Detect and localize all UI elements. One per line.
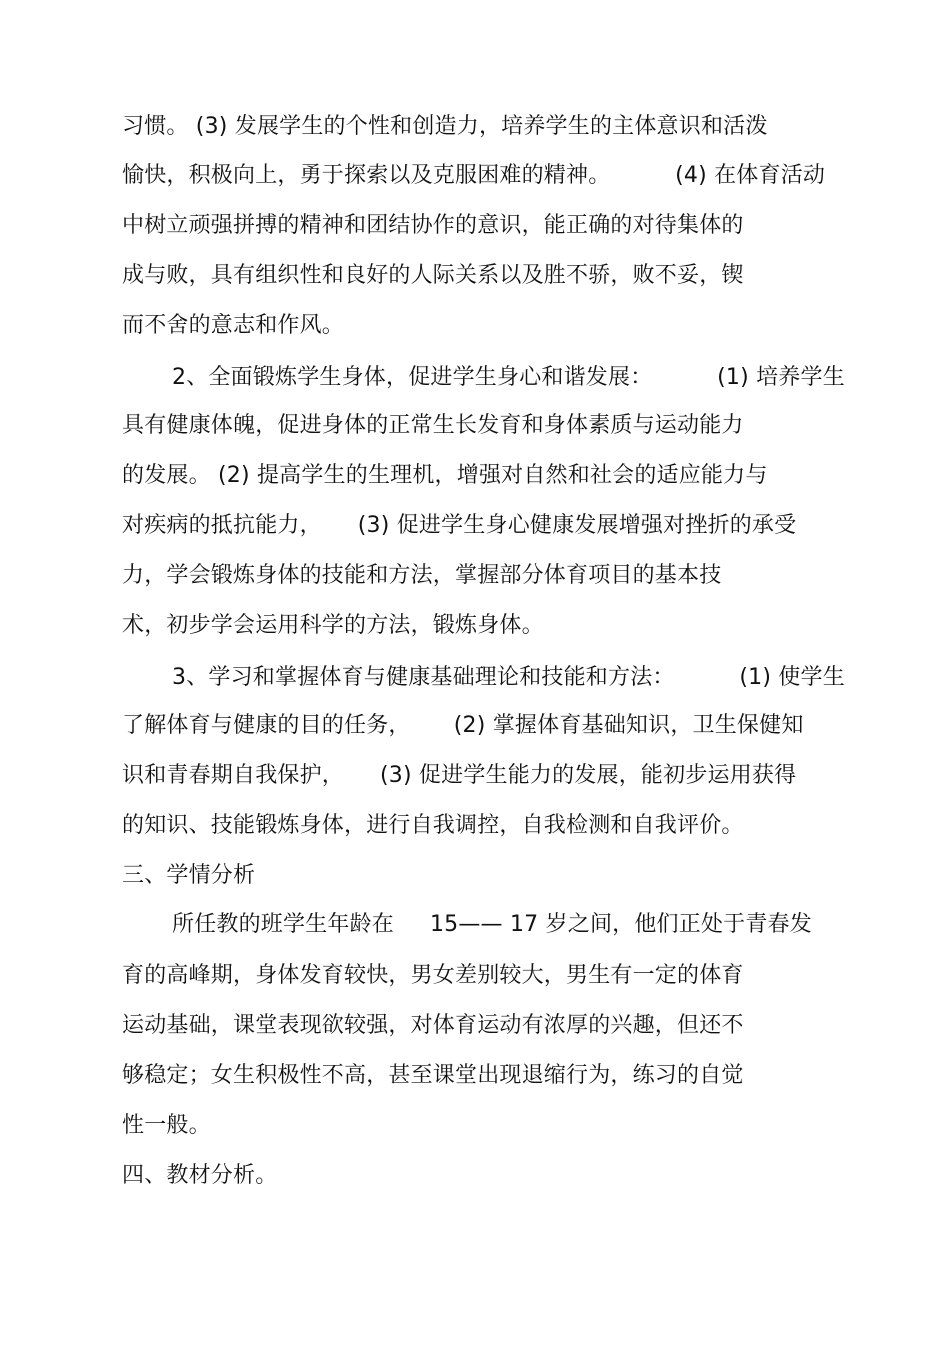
- text-line-4: 成与败，具有组织性和良好的人际关系以及胜不骄，败不妥，锲: [122, 263, 744, 288]
- text-line-1: 习惯。 (3) 发展学生的个性和创造力，培养学生的主体意识和活泼: [122, 114, 768, 139]
- text-line-9: 对疾病的抵抗能力， (3) 促进学生身心健康发展增强对挫折的承受: [122, 513, 797, 538]
- text-line-17: 所任教的班学生年龄在 15—— 17 岁之间，他们正处于青春发: [172, 912, 812, 937]
- section-heading-4: 四、教材分析。: [122, 1163, 278, 1188]
- text-line-19: 运动基础，课堂表现欲较强，对体育运动有浓厚的兴趣，但还不: [122, 1013, 744, 1038]
- text-line-3: 中树立顽强拼搏的精神和团结协作的意识，能正确的对待集体的: [122, 213, 744, 238]
- text-line-11: 术，初步学会运用科学的方法，锻炼身体。: [122, 613, 544, 638]
- text-line-5: 而不舍的意志和作风。: [122, 313, 345, 338]
- text-line-8: 的发展。 (2) 提高学生的生理机，增强对自然和社会的适应能力与: [122, 463, 768, 488]
- text-line-18: 育的高峰期，身体发育较快，男女差别较大，男生有一定的体育: [122, 963, 744, 988]
- text-line-6: 2、全面锻炼学生身体，促进学生身心和谐发展： (1) 培养学生: [172, 365, 845, 390]
- text-line-7: 具有健康体魄，促进身体的正常生长发育和身体素质与运动能力: [122, 413, 744, 438]
- text-line-10: 力，学会锻炼身体的技能和方法，掌握部分体育项目的基本技: [122, 563, 722, 588]
- section-heading-3: 三、学情分析: [122, 863, 256, 888]
- text-line-20: 够稳定；女生积极性不高，甚至课堂出现退缩行为，练习的自觉: [122, 1063, 744, 1088]
- text-line-15: 的知识、技能锻炼身体，进行自我调控，自我检测和自我评价。: [122, 813, 744, 838]
- text-line-12: 3、学习和掌握体育与健康基础理论和技能和方法： (1) 使学生: [172, 665, 845, 690]
- text-line-21: 性一般。: [122, 1113, 211, 1138]
- text-line-2: 愉快，积极向上，勇于探索以及克服困难的精神。 (4) 在体育活动: [122, 163, 826, 188]
- text-line-13: 了解体育与健康的目的任务， (2) 掌握体育基础知识，卫生保健知: [122, 713, 804, 738]
- text-line-14: 识和青春期自我保护， (3) 促进学生能力的发展，能初步运用获得: [122, 763, 797, 788]
